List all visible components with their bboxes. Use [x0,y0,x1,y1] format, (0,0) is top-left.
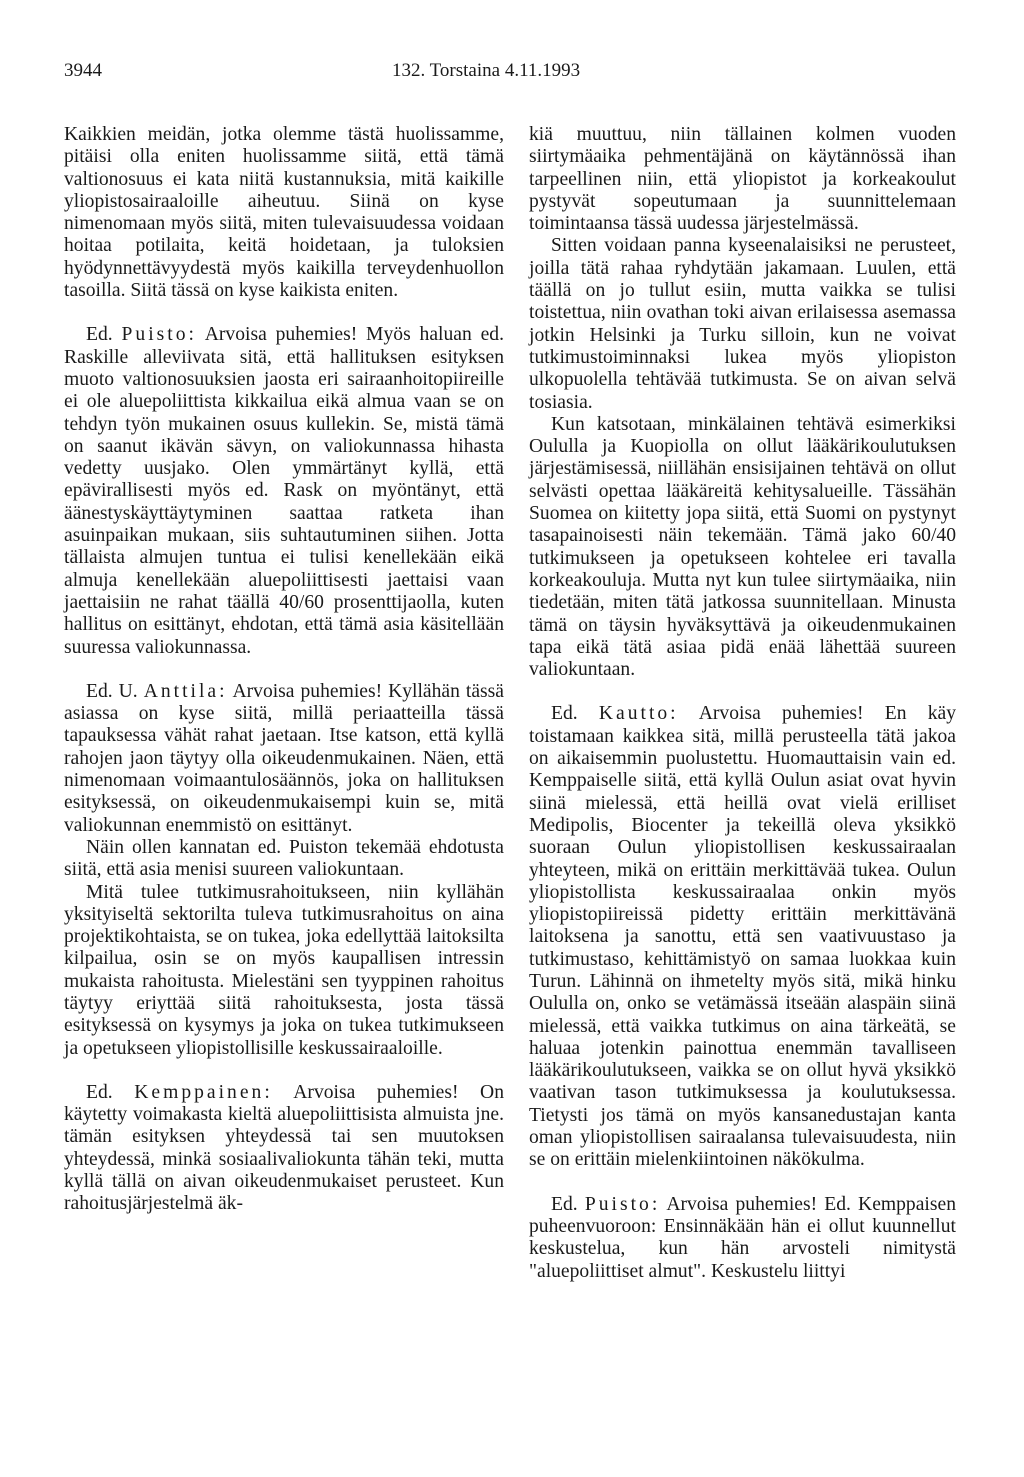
speaker-name: Puisto: [121,324,197,346]
speaker-name: Kemppainen: [134,1081,273,1103]
paragraph-continued: kiä muuttuu, niin tällainen kolmen vuoden siirtymäaika pehmentäjänä on käytännössä ihan tarpeellinen niin, että yliopistot ja korkeakoulut pystyvät sopeutumaan ja suunnittelemaan toimintaansa tässä uudessa järjestelmässä. [529,124,956,235]
speech-text: Arvoisa puhemies! On käytetty voimakasta kieltä aluepoliittisista almuista jne. tämän esityksen yhteydessä tai sen muutoksen yhteydessä, minkä sosiaalivaliokunta tähän teki, mutta kyllä tällä on aivan oikeudenmukaiset perusteet. Kun rahoitusjärjestelmä äk- [64,1081,504,1215]
speech-text: Arvoisa puhemies! Myös haluan ed. Raskille alleviivata sitä, että hallituksen esityksen muoto valtionosuuksien jaosta eri sairaanhoitopiireille ei ole aluepoliittista kikkailua eikä almua vaan se on tehdyn työn mukainen osuus kullekin. Se, mistä tämä on saanut ikävän sävyn, on valiokunnassa hihasta vedetty uusjako. Olen ymmärtänyt kyllä, että epävirallisesti myös ed. Rask on myöntänyt, että äänestyskäyttäytyminen saattaa ratketa ihan asuinpaikan mukaan, siis suhtautuminen siihen. Jotta tällaista almujen tuntua ei tulisi kenellekään eikä almuja kenellekään aluepoliittisesti jaettaisi vaan jaettaisiin ne rahat täällä 40/60 prosenttijaolla, kuten hallitus on esittänyt, ehdotan, että tämä asia käsitellään suuressa valiokunnassa. [64,324,504,658]
speech-kautto [529,703,956,1171]
speech-text: Arvoisa puhemies! Ed. Kemppaisen puheenvuoroon: Ensinnäkään hän ei ollut kuunnellut keskustelua, kun hän arvosteli nimitystä "aluepoliittiset almut". Keskustelu liittyi [529,1193,956,1282]
speaker-name: Anttila: [143,680,228,702]
speaker-prefix: Ed. [551,1193,578,1215]
speech-anttila [64,681,504,837]
speaker-prefix: Ed. [86,324,113,346]
paragraph: Mitä tulee tutkimusrahoitukseen, niin kyllähän yksityiseltä sektorilta tuleva tutkimusrahoitus on aina projektikohtaista, se on tukea, joka edellyttää laitoksilta kilpailua, osin se on myös kaupallisen intressin mukaista rahoitusta. Mielestäni sen tyyppinen rahoitus täytyy eriyttää siitä rahoituksesta, josta tässä esityksessä on kysymys ja joka on tukea tutkimukseen ja opetukseen yliopistollisille keskussairaaloille. [64,881,504,1059]
paragraph: Näin ollen kannatan ed. Puiston tekemää ehdotusta siitä, että asia menisi suureen valiokuntaan. [64,836,504,881]
left-column [64,124,504,1216]
speech-puisto-2 [529,1194,956,1283]
paragraph: Kaikkien meidän, jotka olemme tästä huolissamme, pitäisi olla eniten huolissamme siitä, että tämä valtionosuus ei kata niitä kustannuksia, mitä kaikille yliopistosairaaloille aiheutuu. Siinä on kyse nimenomaan myös siitä, miten tulevaisuudessa voidaan hoitaa potilaita, keitä hoidetaan, ja tuloksien hyödynnettävyydestä myös kaikilla terveydenhuollon tasoilla. Siitä tässä on kyse kaikista eniten. [64,124,504,302]
page-header [64,60,960,86]
speaker-name: Puisto: [584,1193,661,1215]
speech-kemppainen [64,1082,504,1216]
speaker-prefix: Ed. [551,703,578,725]
paragraph: Sitten voidaan panna kyseenalaisiksi ne perusteet, joilla tätä rahaa ryhdytään jakamaan. Luulen, että täällä on jo tullut esiin, mutta vaikka se tulisi toistettua, niin ovathan toki aivan erilaisessa asemassa jotkin Helsinki ja Turku silloin, kun ne voivat tutkimustoiminnaksi lukea myös yliopiston ulkopuolella tehtävää tutkimusta. Se on aivan selvä tosiasia. [529,235,956,413]
speaker-prefix: Ed. [86,1081,113,1103]
speaker-name: Kautto: [598,703,679,725]
speech-text: Arvoisa puhemies! Kyllähän tässä asiassa on kyse siitä, millä periaatteilla tässä tapauksessa vähät rahat jaetaan. Itse katson, että kyllä rahojen jaon täytyy olla oikeudenmukainen. Näen, että nimenomaan voimaantulosäännös, joka on hallituksen esityksessä, on oikeudenmukaisempi kuin se, mitä valiokunnan enemmistö on esittänyt. [64,680,504,836]
speech-text: Arvoisa puhemies! En käy toistamaan kaikkea sitä, millä perusteella tätä jakoa on aikaisemmin puolustettu. Huomauttaisin vain ed. Kemppaiselle siitä, että kyllä Oulun asiat ovat hyvin siinä mielessä, että heillä ovat vielä erilliset Medipolis, Biocenter ja tekeillä oleva yksikkö suoraan Oulun yliopistollisen keskussairaalan yhteyteen, mikä on erittäin merkittävää tukea. Oulun yliopistollista keskussairaalaa onkin myös yliopistopiireissä pidetty erittäin merkittävänä laitoksena ja sanottu, että sen vaativuustaso ja tutkimustaso, kehittämistyö on samaa luokkaa kuin Turun. Lähinnä on ihmetelty myös sitä, mikä hinku Oululla on, onko se vetämässä itseään alaspäin siinä mielessä, että vaikka tutkimus on aina tärkeätä, se haluaa jotenkin painottua enemmän tavalliseen lääkärikoulutukseen, vaikka se on ollut hyvä yksikkö vaativan tason tutkimuksessa ja koulutuksessa. Tietysti jos tämä on myös kansanedustajan kanta oman yliopistollisen sairaalansa tulevaisuudesta, niin se on erittäin mielenkiintoinen näkökulma. [529,703,956,1171]
speech-puisto [64,324,504,658]
right-column [529,124,956,1283]
page-number: 3944 [64,60,102,81]
speaker-prefix: Ed. U. [86,680,138,702]
session-heading: 132. Torstaina 4.11.1993 [392,60,581,81]
paragraph: Kun katsotaan, minkälainen tehtävä esimerkiksi Oululla ja Kuopiolla on ollut lääkärikoulutuksen järjestämisessä, niillähän ensisijainen tehtävä on ollut selvästi opettaa lääkäreitä kehitysalueille. Tässähän Suomea on kiitetty jopa siitä, että Suomi on pystynyt tasapainoisesti näin tekemään. Tämä jako 60/40 tutkimukseen ja opetukseen kohtelee eri tavalla korkeakouluja. Mutta nyt kun tulee siirtymäaika, niin tiedetään, miten tätä jatkossa suunnitellaan. Minusta tämä on täysin hyväksyttävä ja oikeudenmukainen tapa eikä tätä asiaa pidä enää lähettää suureen valiokuntaan. [529,413,956,681]
